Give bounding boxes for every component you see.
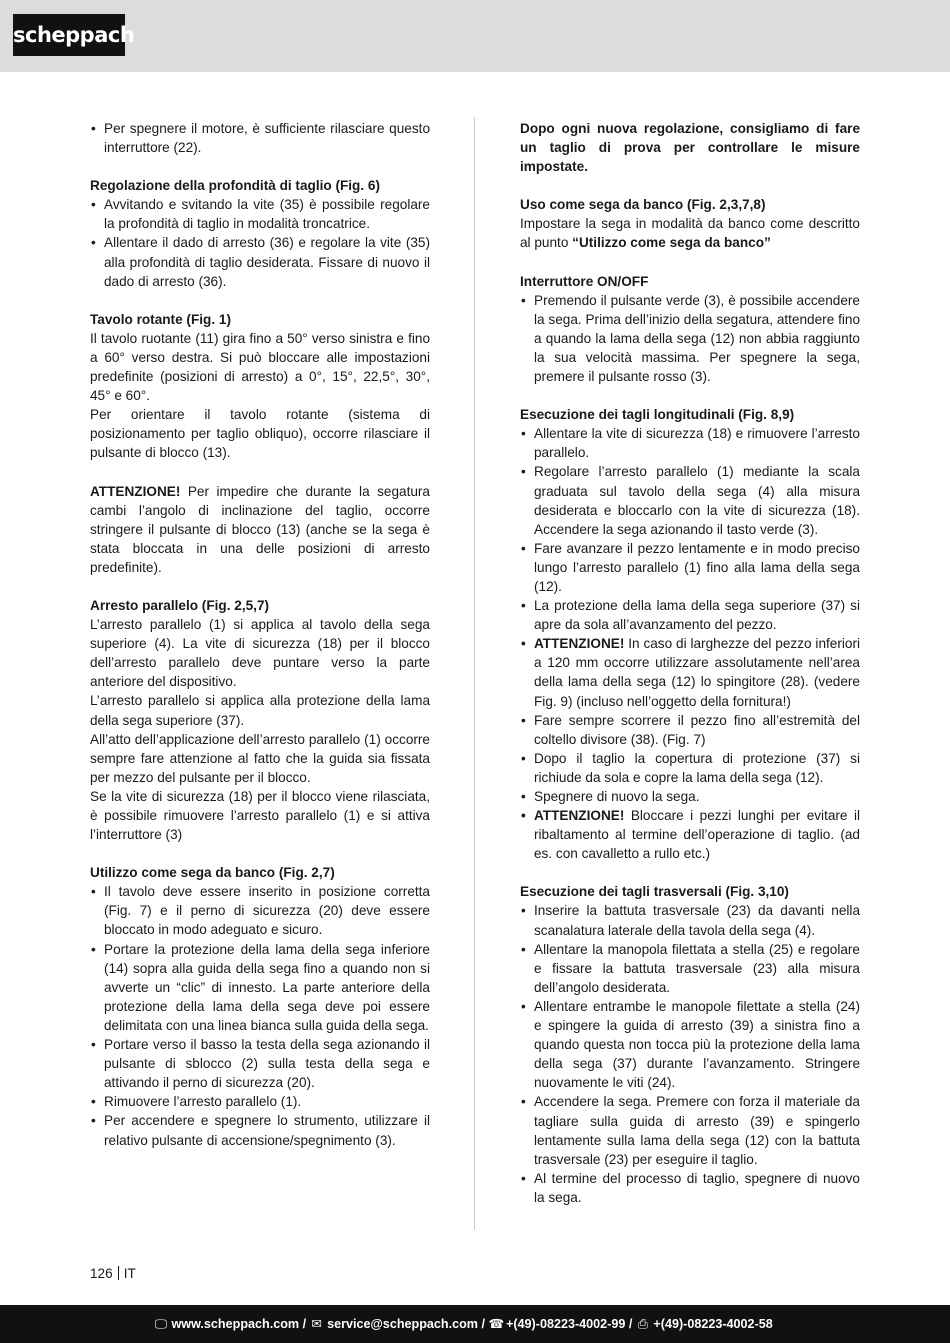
list-item (90, 195, 430, 233)
list-item-text: Allentare il dado di arresto (36) e regolare la vite (35) alla profondità di taglio desiderata. Fissare di nuovo il dado di arresto (36). (104, 235, 430, 289)
fax-icon: ⎙ (637, 1317, 648, 1331)
list-item (90, 119, 430, 157)
column-divider (474, 117, 475, 1230)
list-item-text: Al termine del processo di taglio, spegnere di nuovo la sega. (534, 1170, 860, 1205)
right-column (520, 119, 860, 1207)
list-item-text: Bloccare i pezzi lunghi per evitare il ribaltamento al termine dell’operazione di taglio. (ad es. con cavalletto a rullo etc.) (534, 808, 860, 862)
paragraph-text: Per impedire che durante la segatura cambi l’angolo di inclinazione del taglio, occorre stringere il pulsante di blocco (13) (anche se la sega è stata bloccata in una delle posizioni di arresto predefinite). (90, 483, 430, 575)
list-item (520, 1169, 860, 1207)
bullet-list (520, 901, 860, 1207)
section-heading: Arresto parallelo (Fig. 2,5,7) (90, 597, 270, 613)
list-item (520, 424, 860, 462)
paragraph (90, 615, 430, 691)
list-item-text: Premendo il pulsante verde (3), è possibile accendere la sega. Prima dell’inizio della segatura, attendere fino a quando la lama della sega (12) non abbia raggiunto la sua velocità massima. Per spegnere la sega, premere il pulsante rosso (3). (534, 292, 860, 385)
paragraph-text: L’arresto parallelo si applica alla protezione della lama della sega superiore (37). (90, 693, 430, 728)
list-item (520, 787, 860, 806)
list-item-text: In caso di larghezze del pezzo inferiori a 120 mm occorre utilizzare assolutamente nell’area della lama della sega (12) lo spingitore (28). (vedere Fig. 9) (incluso nell’oggetto della fornitura!) (534, 636, 860, 709)
emphasis-paragraph: Dopo ogni nuova regolazione, consigliamo di fare un taglio di prova per controllare le misure impostate. (520, 121, 860, 175)
list-item (520, 711, 860, 749)
warning-label: ATTENZIONE! (90, 483, 181, 499)
paragraph-text: Il tavolo ruotante (11) gira fino a 50° verso sinistra e fino a 60° verso destra. Si può bloccare alle impostazioni predefinite (posizioni di arresto) a 0°, 15°, 22,5°, 30°, 45° e 60°. (90, 330, 430, 404)
spacer (520, 863, 860, 882)
list-item-text: Dopo il taglio la copertura di protezione (37) si richiude da sola e copre la lama della sega (12). (534, 750, 860, 785)
list-item (90, 940, 430, 1035)
list-item (90, 1035, 430, 1092)
list-item-text: Inserire la battuta trasversale (23) da davanti nella scanalatura laterale della tavola della sega (4). (534, 903, 860, 938)
paragraph-text: Se la vite di sicurezza (18) per il blocco viene rilasciata, è possibile rimuovere l’arresto parallelo (1) e si attiva l’interruttore (3) (90, 788, 430, 843)
section-heading: Esecuzione dei tagli longitudinali (Fig. 8,9) (520, 407, 795, 423)
spacer (90, 463, 430, 482)
paragraph (90, 730, 430, 787)
list-item (90, 233, 430, 290)
paragraph (90, 691, 430, 729)
list-item-text: Allentare entrambe le manopole filettate a stella (24) e spingere la guida di arresto (39) a sinistra fino a quando questa non tocca più la protezione della lama della sega (37) durante l’avanzamento. Stringere nuovamente le viti (24). (534, 998, 860, 1091)
list-item-text: Accendere la sega. Premere con forza il materiale da tagliare sulla guida di arresto (39) e spingerlo lentamente sulla lama della sega (12) con la battuta trasversale (23) per eseguire il taglio. (534, 1094, 860, 1167)
list-item-text: Fare sempre scorrere il pezzo fino all’estremità del coltello divisore (38). (Fig. 7) (534, 712, 860, 747)
list-item-text: Portare verso il basso la testa della sega azionando il pulsante di sblocco (2) sulla testa della sega e attivando il perno di sicurezza (20). (104, 1037, 430, 1091)
page-number-divider (118, 1266, 119, 1280)
paragraph-text: All’atto dell’applicazione dell’arresto parallelo (1) occorre sempre fare attenzione al fatto che la guida sia fissata per mezzo del pulsante per il blocco. (90, 731, 430, 785)
header-band (0, 0, 950, 72)
list-item (520, 997, 860, 1092)
paragraph (90, 405, 430, 462)
list-item (90, 882, 430, 939)
list-item (520, 940, 860, 997)
footer-separator: / (481, 1317, 485, 1331)
bullet-list (520, 291, 860, 386)
section-heading: Utilizzo come sega da banco (Fig. 2,7) (90, 865, 335, 881)
bullet-list (90, 195, 430, 290)
paragraph-text: L’arresto parallelo (1) si applica al tavolo della sega superiore (4). La vite di sicurezza (18) per il blocco dell’arresto parallelo deve puntare verso la parte anteriore del dispositivo. (90, 617, 430, 690)
spacer (520, 253, 860, 272)
bullet-list (90, 119, 430, 157)
spacer (90, 577, 430, 596)
section-heading: Interruttore ON/OFF (520, 273, 649, 289)
list-item (520, 539, 860, 596)
footer-separator: / (302, 1317, 307, 1331)
list-item-text: Allentare la manopola filettata a stella (25) e regolare e fissare la battuta trasversale (23) alla misura dell’angolo desiderata. (534, 941, 860, 995)
bullet-list (90, 882, 430, 1149)
envelope-icon: ✉ (311, 1317, 322, 1331)
list-item (520, 806, 860, 863)
list-item (90, 1092, 430, 1111)
page-number (90, 1264, 136, 1283)
left-column (90, 119, 430, 1150)
list-item-text: Il tavolo deve essere inserito in posizione corretta (Fig. 7) e il perno di sicurezza (20) deve essere bloccato in modo adeguato e sicuro. (104, 884, 430, 938)
list-item-text: Fare avanzare il pezzo lentamente e in modo preciso lungo l’arresto parallelo (1) fino alla lama della sega (12). (534, 540, 860, 594)
list-item (90, 1111, 430, 1149)
list-item-text: Portare la protezione della lama della sega inferiore (14) sopra alla guida della sega fino a quando non si avverte un “clic” di innesto. La parte anteriore della protezione della lama della sega deve poi essere delimitata con una linea bianca sulla guida della sega. (104, 941, 430, 1033)
bullet-list (520, 424, 860, 863)
section-heading: Esecuzione dei tagli trasversali (Fig. 3,10) (520, 884, 789, 900)
page-language: IT (123, 1266, 136, 1281)
warning-label: ATTENZIONE! (534, 808, 625, 824)
spacer (90, 157, 430, 176)
spacer (520, 386, 860, 405)
list-item (520, 596, 860, 634)
section-heading: Regolazione della profondità di taglio (Fig. 6) (90, 178, 381, 194)
footer-email-link[interactable]: service@scheppach.com (327, 1317, 478, 1331)
footer-bar (0, 1305, 950, 1343)
spacer (90, 844, 430, 863)
footer-website-link[interactable]: www.scheppach.com (171, 1317, 300, 1331)
section-heading: Uso come sega da banco (Fig. 2,3,7,8) (520, 197, 766, 213)
list-item-text: Avvitando e svitando la vite (35) è possibile regolare la profondità di taglio in modalità troncatrice. (104, 197, 430, 232)
list-item-text: Allentare la vite di sicurezza (18) e rimuovere l’arresto parallelo. (534, 426, 860, 461)
paragraph (90, 482, 430, 577)
list-item-text: Spegnere di nuovo la sega. (534, 789, 700, 804)
paragraph-text: Per orientare il tavolo rotante (sistema di posizionamento per taglio obliquo), occorre rilasciare il pulsante di blocco (13). (90, 407, 430, 461)
paragraph-text: Impostare la sega in modalità da banco come descritto al punto (520, 216, 860, 251)
paragraph (90, 329, 430, 405)
monitor-icon: 🖵 (154, 1317, 168, 1331)
page-number-value: 126 (90, 1266, 113, 1281)
spacer (90, 291, 430, 310)
paragraph (90, 787, 430, 844)
reference-label: “Utilizzo come sega da banco” (572, 235, 771, 251)
list-item (520, 749, 860, 787)
paragraph (520, 214, 860, 252)
telephone-icon: ☎ (488, 1317, 505, 1331)
section-heading: Tavolo rotante (Fig. 1) (90, 311, 231, 327)
list-item (520, 1092, 860, 1168)
list-item (520, 462, 860, 538)
warning-label: ATTENZIONE! (534, 636, 625, 652)
spacer (520, 176, 860, 195)
footer-contacts (154, 1305, 773, 1343)
list-item-text: La protezione della lama della sega superiore (37) si apre da sola all’avanzamento del pezzo. (534, 598, 860, 633)
footer-fax: +(49)-08223-4002-58 (653, 1317, 773, 1331)
footer-phone: +(49)-08223-4002-99 (506, 1317, 626, 1331)
scheppach-logo: scheppach (13, 14, 125, 56)
list-item-text: Per accendere e spegnere lo strumento, utilizzare il relativo pulsante di accensione/spegnimento (3). (104, 1113, 430, 1148)
list-item-text: Per spegnere il motore, è sufficiente rilasciare questo interruttore (22). (104, 121, 430, 156)
list-item (520, 291, 860, 386)
list-item (520, 901, 860, 939)
footer-separator: / (628, 1317, 633, 1331)
list-item-text: Rimuovere l’arresto parallelo (1). (104, 1094, 302, 1110)
list-item-text: Regolare l’arresto parallelo (1) mediante la scala graduata sul tavolo della sega (4) alla misura desiderata e bloccarlo con la vite di sicurezza (18). Accendere la sega azionando il tasto verde (3). (534, 464, 860, 537)
list-item (520, 634, 860, 710)
